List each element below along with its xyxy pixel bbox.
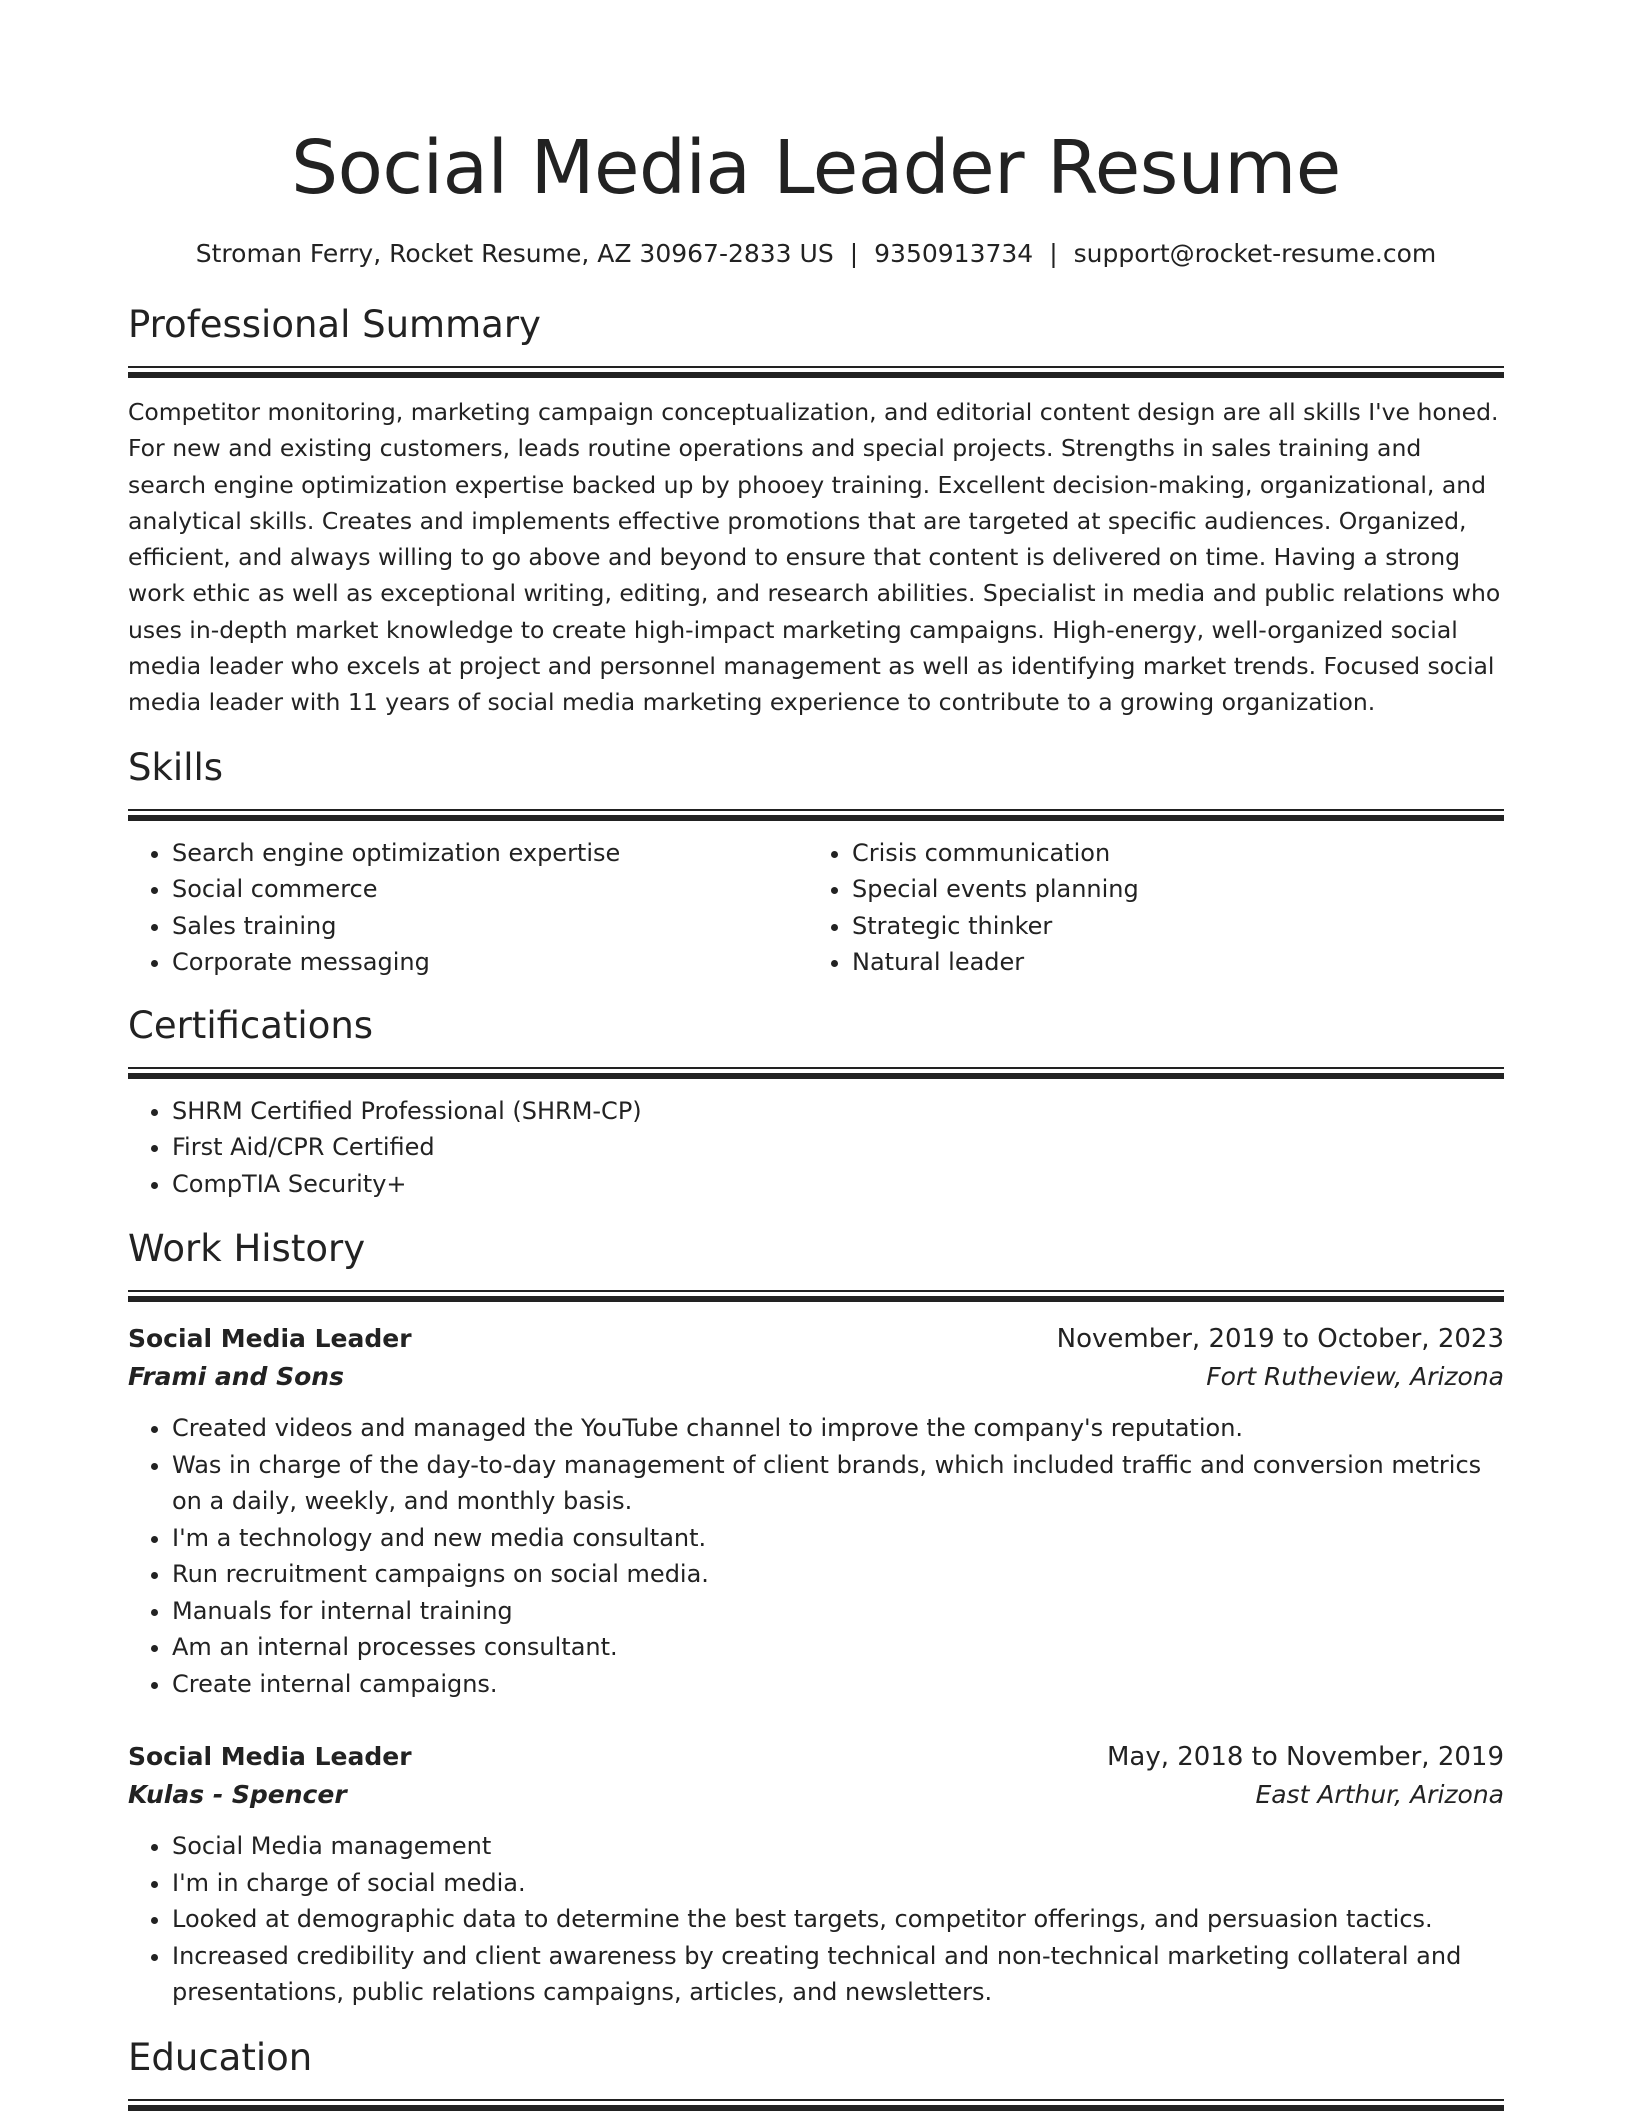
job-bullet: • Am an internal processes consultant. [172,1629,1504,1666]
skill-item: • Sales training [172,908,808,945]
skills-grid [128,835,1504,981]
job-bullet: • Increased credibility and client awareness by creating technical and non-technical marketing collateral and presentations, public relations campaigns, articles, and newsletters. [172,1938,1504,2011]
skills-left-list [128,835,808,981]
resume-title: Social Media Leader Resume [291,125,1341,211]
certification-item: • First Aid/CPR Certified [172,1129,1504,1166]
job-bullet: • Manuals for internal training [172,1593,1504,1630]
section-divider [128,2099,1504,2111]
contact-separator: | [1049,239,1058,268]
job-bullet: • Created videos and managed the YouTube channel to improve the company's reputation. [172,1410,1504,1447]
job-bullet: • Social Media management [172,1828,1504,1865]
section-divider [128,1290,1504,1302]
job-bullet: • I'm a technology and new media consultant. [172,1520,1504,1557]
skill-item: • Strategic thinker [852,908,1504,945]
summary-section [128,298,1504,721]
section-title-certifications: Certifications [128,1003,374,1047]
section-divider [128,1067,1504,1079]
job-title: Social Media Leader [128,1324,412,1354]
job-subheader-row [128,1358,1504,1396]
section-divider [128,366,1504,378]
job-entry [128,1320,1504,1702]
job-company: Frami and Sons [128,1362,344,1392]
section-title-summary: Professional Summary [128,303,541,346]
skill-item: • Corporate messaging [172,944,808,981]
job-header-row [128,1320,1504,1358]
contact-line [128,234,1504,274]
section-title-skills: Skills [128,745,224,789]
certifications-section [128,999,1504,1203]
job-subheader-row [128,1776,1504,1814]
certification-item: • CompTIA Security+ [172,1166,1504,1203]
skill-item: • Social commerce [172,871,808,908]
skill-item: • Special events planning [852,871,1504,908]
certification-item: • SHRM Certified Professional (SHRM-CP) [172,1093,1504,1130]
job-bullet: • Create internal campaigns. [172,1666,1504,1703]
job-bullets [128,1828,1504,2011]
job-bullet: • I'm in charge of social media. [172,1865,1504,1902]
job-bullet: • Was in charge of the day-to-day management of client brands, which included traffic and conversion metrics on a daily, weekly, and monthly basis. [172,1447,1504,1520]
skills-right-list [808,835,1504,981]
job-header-row [128,1738,1504,1776]
skill-item: • Crisis communication [852,835,1504,872]
job-company: Kulas - Spencer [128,1780,347,1810]
section-divider [128,809,1504,821]
skills-section [128,741,1504,981]
skill-item: • Search engine optimization expertise [172,835,808,872]
certifications-list [128,1093,1504,1203]
job-bullet: • Looked at demographic data to determine the best targets, competitor offerings, and persuasion tactics. [172,1901,1504,1938]
contact-separator: | [849,239,859,268]
job-location: Fort Rutheview, Arizona [1206,1362,1504,1392]
job-bullet: • Run recruitment campaigns on social media. [172,1556,1504,1593]
summary-text: Competitor monitoring, marketing campaign conceptualization, and editorial content design are all skills I've honed. For new and existing customers, leads routine operations and special projects. Strengths in sales training and search engine optimization expertise backed up by phooey training. Excellent decision-making, organizational, and analytical skills. Creates and implements effective promotions that are targeted at specific audiences. Organized, efficient, and always willing to go above and beyond to ensure that content is delivered on time. Having a strong work ethic as well as exceptional writing, editing, and research abilities. Specialist in media and public relations who uses in-depth market knowledge to create high-impact marketing campaigns. High-energy, well-organized social media leader who excels at project and personnel management as well as identifying market trends. Focused social media leader with 11 years of social media marketing experience to contribute to a growing organization. [128,398,1501,717]
job-dates: November, 2019 to October, 2023 [1056,1324,1504,1355]
job-bullets [128,1410,1504,1702]
education-section [128,2031,1504,2111]
section-title-education: Education [128,2035,313,2079]
section-title-work-history: Work History [128,1227,366,1271]
contact-phone: 9350913734 [874,239,1034,268]
work-history-section [128,1222,1504,2011]
contact-address: Stroman Ferry, Rocket Resume, AZ 30967-2833 US [195,239,834,268]
skill-item: • Natural leader [852,944,1504,981]
contact-email: support@rocket-resume.com [1073,239,1437,268]
job-title: Social Media Leader [128,1742,412,1772]
job-location: East Arthur, Arizona [1255,1780,1504,1810]
job-dates: May, 2018 to November, 2019 [1106,1742,1504,1773]
job-entry [128,1738,1504,2011]
resume-content [128,0,1504,2111]
